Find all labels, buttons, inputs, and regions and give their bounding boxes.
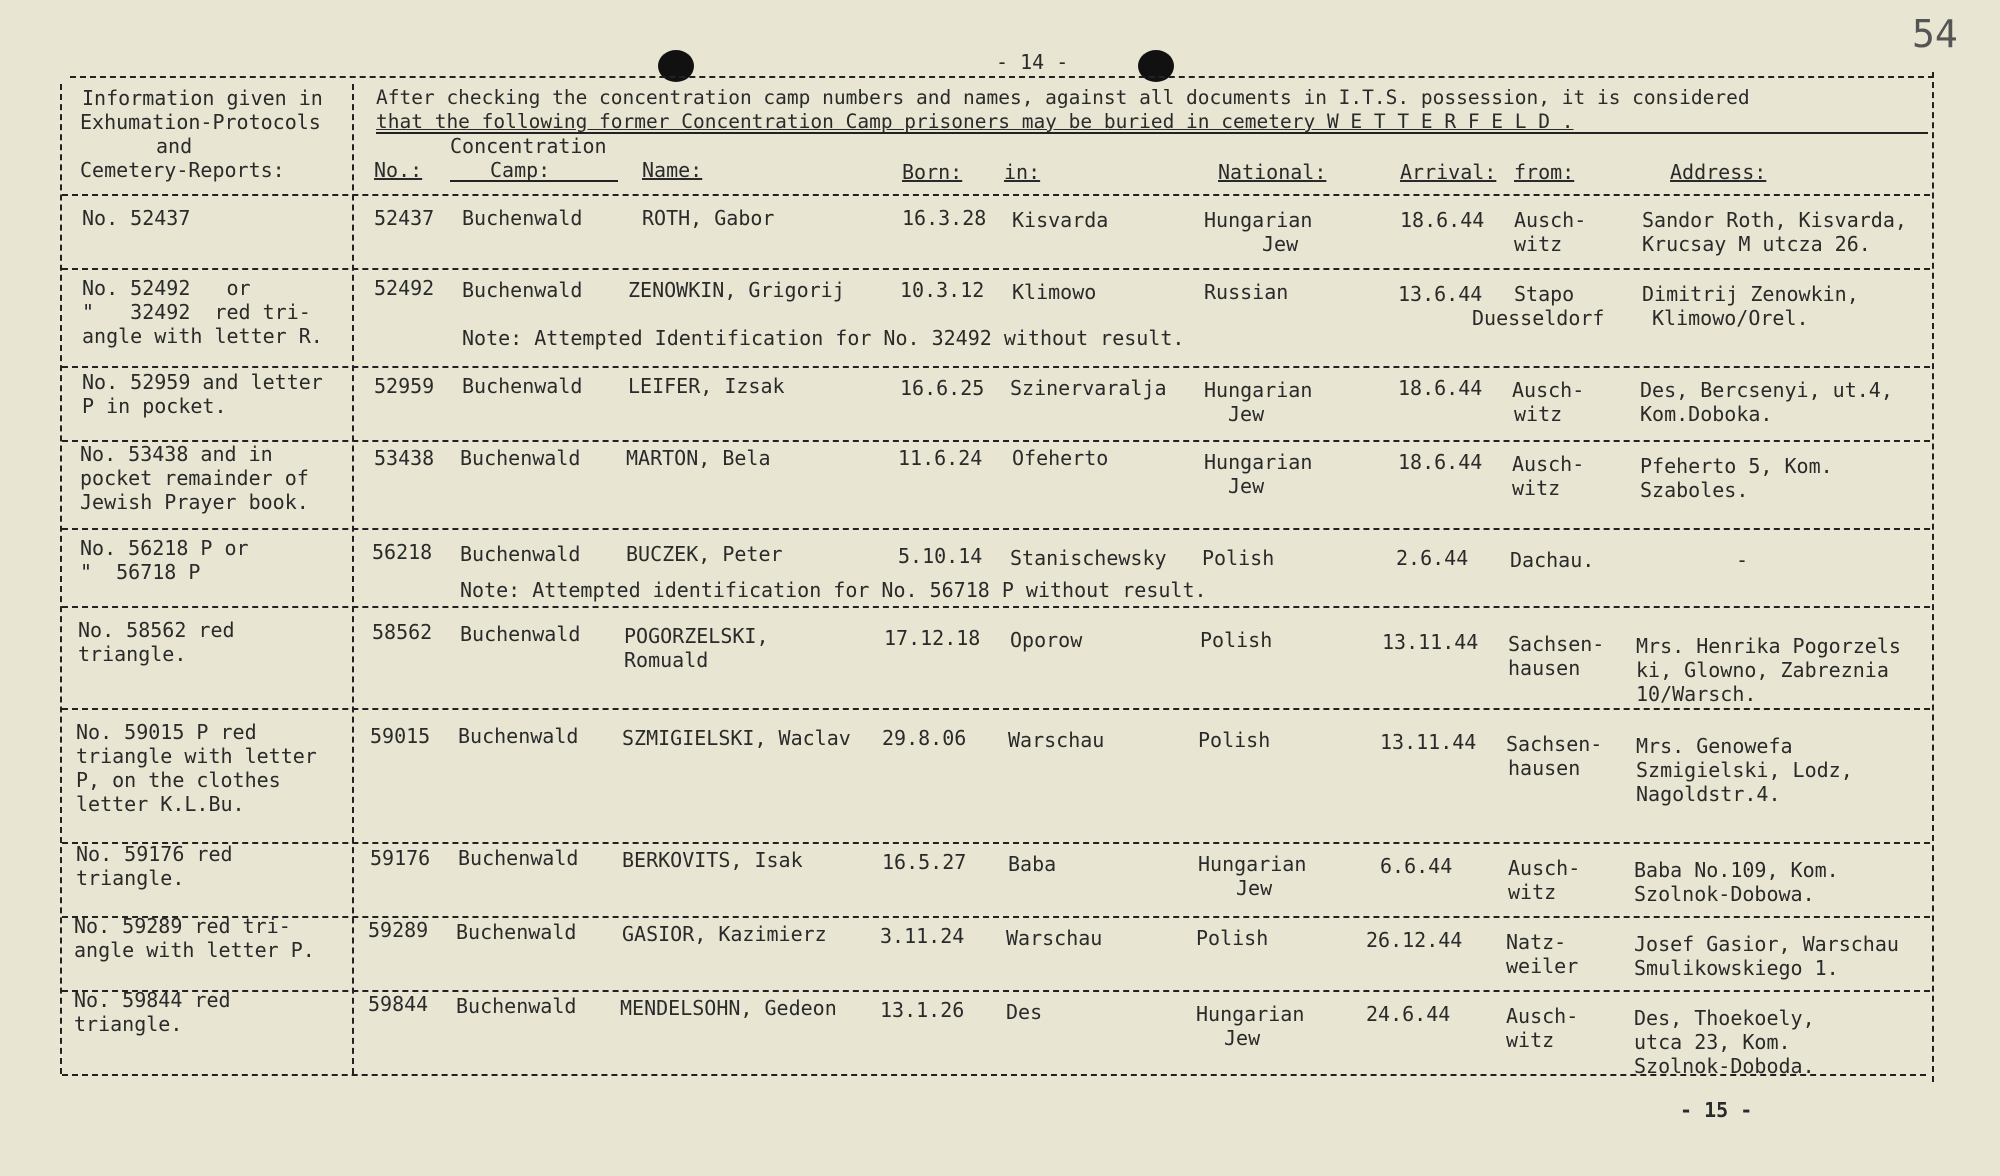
row-name: Romuald — [624, 648, 709, 672]
row-camp: Buchenwald — [456, 994, 577, 1018]
header-from: from: — [1514, 160, 1575, 184]
row-from: Ausch- — [1506, 1004, 1579, 1028]
row-info-line: No. 58562 red — [78, 618, 235, 642]
row-separator — [62, 990, 1930, 992]
row-info-line: triangle with letter — [76, 744, 317, 768]
page-number: 54 — [1912, 12, 1958, 56]
row-info-line: triangle. — [74, 1012, 183, 1036]
row-birthplace: Des — [1006, 1000, 1043, 1024]
row-birthplace: Ofeherto — [1012, 446, 1109, 470]
row-no: 59176 — [370, 846, 431, 870]
row-camp: Buchenwald — [460, 446, 581, 470]
row-from: witz — [1508, 880, 1557, 904]
row-info-line: No. 52492 or — [82, 276, 251, 300]
column-divider — [352, 84, 354, 1074]
header-camp: Camp: — [490, 158, 551, 182]
row-separator — [62, 268, 1930, 270]
top-page-marker: - 14 - — [996, 50, 1069, 74]
row-camp: Buchenwald — [462, 278, 583, 302]
row-address: ki, Glowno, Zabreznia — [1636, 658, 1889, 682]
intro-text-line1: After checking the concentration camp numbers and names, against all documents in I.T.S. possession, it is considered — [376, 86, 1750, 109]
row-national: Jew — [1262, 232, 1299, 256]
row-from: witz — [1506, 1028, 1555, 1052]
row-national: Hungarian — [1204, 208, 1313, 232]
row-born: 5.10.14 — [898, 544, 983, 568]
header-camp-underline — [450, 180, 618, 182]
row-camp: Buchenwald — [456, 920, 577, 944]
row-camp: Buchenwald — [462, 206, 583, 230]
row-camp: Buchenwald — [460, 542, 581, 566]
header-in: in: — [1004, 160, 1041, 184]
row-national: Polish — [1202, 546, 1275, 570]
row-from: Stapo — [1514, 282, 1575, 306]
row-name: BERKOVITS, Isak — [622, 848, 803, 872]
row-name: BUCZEK, Peter — [626, 542, 783, 566]
row-address: Krucsay M utcza 26. — [1642, 232, 1871, 256]
table-right-border — [1932, 72, 1934, 1082]
row-national: Hungarian — [1198, 852, 1307, 876]
row-from: Ausch- — [1512, 452, 1585, 476]
row-no: 59015 — [370, 724, 431, 748]
row-arrival: 13.11.44 — [1380, 730, 1477, 754]
row-info-line: " 56718 P — [80, 560, 201, 584]
row-from: Ausch- — [1508, 856, 1581, 880]
row-arrival: 6.6.44 — [1380, 854, 1453, 878]
row-birthplace: Klimowo — [1012, 280, 1097, 304]
row-address: Szolnok-Doboda. — [1634, 1054, 1815, 1078]
header-born: Born: — [902, 160, 963, 184]
row-national: Jew — [1236, 876, 1273, 900]
row-arrival: 24.6.44 — [1366, 1002, 1451, 1026]
row-name: LEIFER, Izsak — [628, 374, 785, 398]
row-address: 10/Warsch. — [1636, 682, 1757, 706]
row-address: Nagoldstr.4. — [1636, 782, 1781, 806]
row-from: Dachau. — [1510, 548, 1595, 572]
row-no: 59844 — [368, 992, 429, 1016]
row-no: 52492 — [374, 276, 435, 300]
row-info-line: angle with letter R. — [82, 324, 323, 348]
row-from: witz — [1514, 402, 1563, 426]
row-no: 53438 — [374, 446, 435, 470]
table-left-border — [60, 84, 62, 1074]
row-born: 13.1.26 — [880, 998, 965, 1022]
row-from: Ausch- — [1512, 378, 1585, 402]
row-info-line: angle with letter P. — [74, 938, 315, 962]
row-separator — [62, 366, 1930, 368]
row-info-line: P, on the clothes — [76, 768, 281, 792]
row-info-line: " 32492 red tri- — [82, 300, 311, 324]
row-born: 17.12.18 — [884, 626, 981, 650]
row-born: 16.6.25 — [900, 376, 985, 400]
row-name: GASIOR, Kazimierz — [622, 922, 827, 946]
row-national: Jew — [1228, 402, 1265, 426]
row-camp: Buchenwald — [460, 622, 581, 646]
row-arrival: 18.6.44 — [1400, 208, 1485, 232]
row-note: Note: Attempted Identification for No. 32492 without result. — [462, 326, 1185, 350]
row-address: Szmigielski, Lodz, — [1636, 758, 1853, 782]
row-birthplace: Oporow — [1010, 628, 1083, 652]
row-address: Klimowo/Orel. — [1652, 306, 1809, 330]
row-address: Sandor Roth, Kisvarda, — [1642, 208, 1907, 232]
header-left-line: Exhumation-Protocols — [80, 110, 321, 134]
header-name: Name: — [642, 158, 703, 182]
row-camp: Buchenwald — [462, 374, 583, 398]
row-national: Jew — [1228, 474, 1265, 498]
row-from: Sachsen- — [1508, 632, 1605, 656]
header-left-line: Cemetery-Reports: — [80, 158, 285, 182]
row-from: witz — [1512, 476, 1561, 500]
row-info-line: No. 59289 red tri- — [74, 914, 291, 938]
row-born: 10.3.12 — [900, 278, 985, 302]
row-info-line: No. 56218 P or — [80, 536, 249, 560]
row-separator — [62, 606, 1930, 608]
row-national: Russian — [1204, 280, 1289, 304]
row-address: Pfeherto 5, Kom. — [1640, 454, 1833, 478]
header-left-line: Information given in — [82, 86, 323, 110]
row-info-line: triangle. — [76, 866, 185, 890]
row-info-line: No. 52437 — [82, 206, 191, 230]
row-from: Sachsen- — [1506, 732, 1603, 756]
row-birthplace: Warschau — [1006, 926, 1103, 950]
row-name: ROTH, Gabor — [642, 206, 775, 230]
header-left-line: and — [156, 134, 193, 158]
row-arrival: 2.6.44 — [1396, 546, 1469, 570]
row-address: Des, Thoekoely, — [1634, 1006, 1815, 1030]
row-from: Ausch- — [1514, 208, 1587, 232]
row-from: hausen — [1508, 756, 1581, 780]
header-concentration: Concentration — [450, 134, 607, 158]
row-address: Des, Bercsenyi, ut.4, — [1640, 378, 1893, 402]
row-from: Duesseldorf — [1472, 306, 1605, 330]
row-note: Note: Attempted identification for No. 56718 P without result. — [460, 578, 1207, 602]
row-name: MARTON, Bela — [626, 446, 771, 470]
row-separator — [62, 528, 1930, 530]
row-name: MENDELSOHN, Gedeon — [620, 996, 837, 1020]
bottom-page-marker: - 15 - — [1680, 1098, 1753, 1122]
row-arrival: 13.11.44 — [1382, 630, 1479, 654]
row-address: Mrs. Henrika Pogorzels — [1636, 634, 1901, 658]
row-national: Polish — [1196, 926, 1269, 950]
header-national: National: — [1218, 160, 1327, 184]
row-born: 29.8.06 — [882, 726, 967, 750]
intro-text-line2: that the following former Concentration Camp prisoners may be buried in cemetery W E T T E R F E L D . — [376, 110, 1574, 133]
row-born: 3.11.24 — [880, 924, 965, 948]
row-no: 52437 — [374, 206, 435, 230]
row-camp: Buchenwald — [458, 724, 579, 748]
row-no: 56218 — [372, 540, 433, 564]
row-from: hausen — [1508, 656, 1581, 680]
row-national: Polish — [1198, 728, 1271, 752]
header-bottom-rule — [62, 194, 1930, 196]
row-no: 52959 — [374, 374, 435, 398]
row-no: 58562 — [372, 620, 433, 644]
row-info-line: pocket remainder of — [80, 466, 309, 490]
row-arrival: 18.6.44 — [1398, 376, 1483, 400]
row-separator — [62, 916, 1930, 918]
row-arrival: 13.6.44 — [1398, 282, 1483, 306]
row-from: witz — [1514, 232, 1563, 256]
row-info-line: No. 52959 and letter — [82, 370, 323, 394]
row-info-line: letter K.L.Bu. — [76, 792, 245, 816]
row-address: utca 23, Kom. — [1634, 1030, 1791, 1054]
intro-underline — [376, 132, 1928, 134]
row-info-line: Jewish Prayer book. — [80, 490, 309, 514]
row-info-line: No. 59844 red — [74, 988, 231, 1012]
row-camp: Buchenwald — [458, 846, 579, 870]
row-address: Baba No.109, Kom. — [1634, 858, 1839, 882]
row-info-line: No. 59015 P red — [76, 720, 257, 744]
row-name: SZMIGIELSKI, Waclav — [622, 726, 851, 750]
row-info-line: No. 53438 and in — [80, 442, 273, 466]
header-arrival: Arrival: — [1400, 160, 1497, 184]
row-born: 16.3.28 — [902, 206, 987, 230]
row-address: - — [1736, 548, 1749, 572]
row-address: Dimitrij Zenowkin, — [1642, 282, 1859, 306]
row-no: 59289 — [368, 918, 429, 942]
row-national: Polish — [1200, 628, 1273, 652]
row-birthplace: Warschau — [1008, 728, 1105, 752]
row-from: weiler — [1506, 954, 1579, 978]
header-address: Address: — [1670, 160, 1767, 184]
row-national: Jew — [1224, 1026, 1261, 1050]
table-top-border — [70, 76, 1934, 78]
row-info-line: No. 59176 red — [76, 842, 233, 866]
row-born: 11.6.24 — [898, 446, 983, 470]
row-national: Hungarian — [1204, 378, 1313, 402]
row-address: Kom.Doboka. — [1640, 402, 1773, 426]
row-name: ZENOWKIN, Grigorij — [628, 278, 845, 302]
row-born: 16.5.27 — [882, 850, 967, 874]
header-no: No.: — [374, 158, 423, 182]
row-address: Mrs. Genowefa — [1636, 734, 1793, 758]
row-arrival: 26.12.44 — [1366, 928, 1463, 952]
row-address: Szolnok-Dobowa. — [1634, 882, 1815, 906]
row-address: Smulikowskiego 1. — [1634, 956, 1839, 980]
row-national: Hungarian — [1196, 1002, 1305, 1026]
row-separator — [62, 440, 1930, 442]
row-info-line: triangle. — [78, 642, 187, 666]
row-separator — [62, 842, 1930, 844]
row-address: Szaboles. — [1640, 478, 1749, 502]
row-national: Hungarian — [1204, 450, 1313, 474]
row-birthplace: Szinervaralja — [1010, 376, 1167, 400]
row-separator — [62, 708, 1930, 710]
row-info-line: P in pocket. — [82, 394, 227, 418]
row-birthplace: Baba — [1008, 852, 1057, 876]
row-address: Josef Gasior, Warschau — [1634, 932, 1899, 956]
row-arrival: 18.6.44 — [1398, 450, 1483, 474]
row-birthplace: Stanischewsky — [1010, 546, 1167, 570]
row-birthplace: Kisvarda — [1012, 208, 1109, 232]
row-from: Natz- — [1506, 930, 1567, 954]
row-name: POGORZELSKI, — [624, 624, 769, 648]
